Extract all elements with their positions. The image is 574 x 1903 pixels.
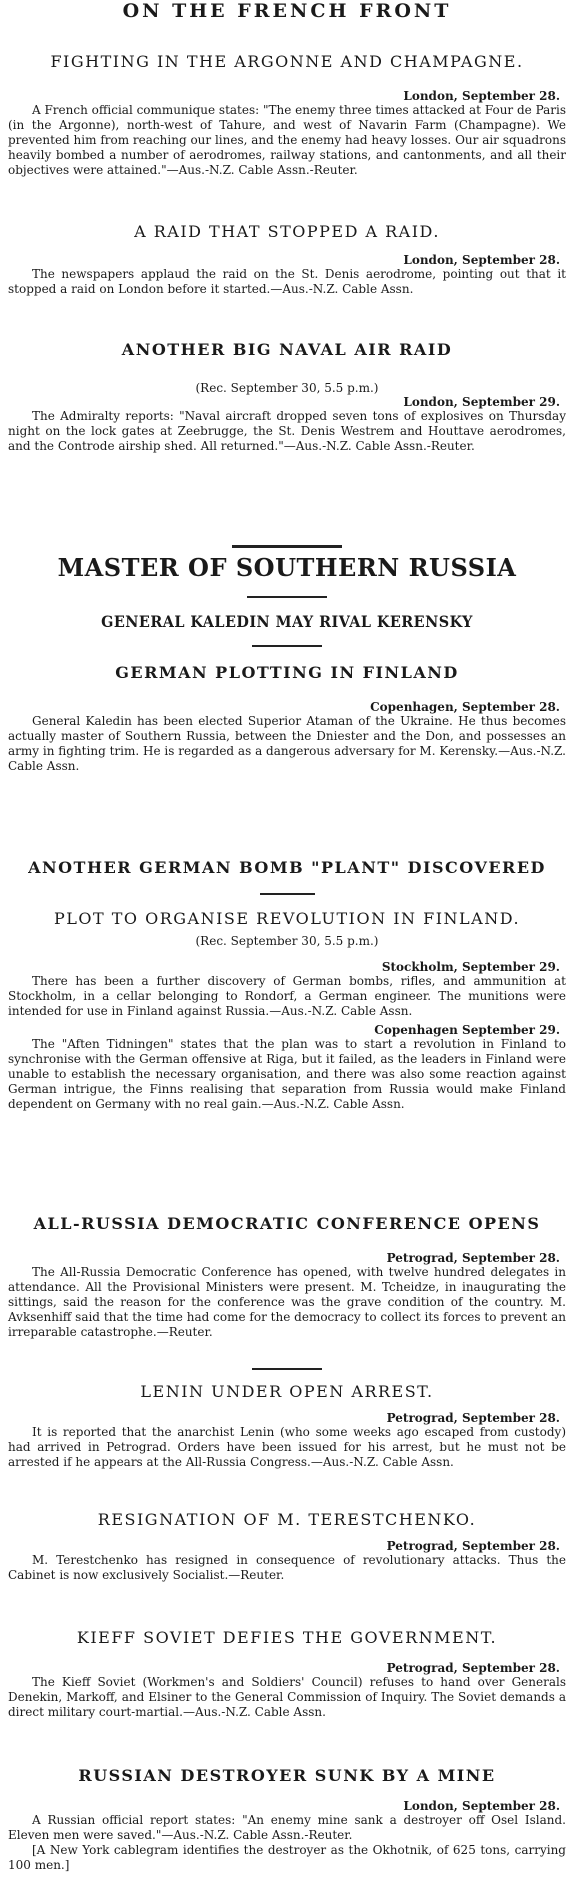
article-body: It is reported that the anarchist Lenin (who some weeks ago escaped from custody) had arrived in Petrograd. Orders have been issued for his arrest, but he must not be arrested if he appears at the All-Russia Congress.—Aus.-N.Z. Cable Assn.: [8, 1425, 566, 1469]
dateline: Copenhagen, September 28.: [370, 700, 560, 714]
article-argonne: [8, 52, 566, 178]
terestchenko-section: [8, 1510, 566, 1583]
russia-subheading: GENERAL KALEDIN MAY RIVAL KERENSKY: [101, 612, 473, 631]
divider-rule: [252, 1368, 322, 1370]
article-naval-air-raid: [8, 340, 566, 454]
article-heading: KIEFF SOVIET DEFIES THE GOVERNMENT.: [76, 1628, 498, 1647]
article-body: The Kieff Soviet (Workmen's and Soldiers' Council) refuses to hand over Generals Denekin, Markoff, and Elsiner to the General Commission of Inquiry. The Soviet demands a direct military court-martial.—Aus.-N.Z. Cable Assn.: [8, 1675, 566, 1719]
article-body: General Kaledin has been elected Superior Ataman of the Ukraine. He thus becomes actually master of Southern Russia, between the Dniester and the Don, and possesses an army in fighting trim. He is regarded as a dangerous adversary for M. Kerensky.—Aus.-N.Z. Cable Assn.: [8, 714, 566, 773]
article-heading: ALL-RUSSIA DEMOCRATIC CONFERENCE OPENS: [33, 1214, 541, 1233]
dateline: Petrograd, September 28.: [386, 1539, 560, 1553]
article-heading: FIGHTING IN THE ARGONNE AND CHAMPAGNE.: [50, 52, 524, 71]
received-note: (Rec. September 30, 5.5 p.m.): [195, 934, 379, 948]
kieff-section: [8, 1628, 566, 1720]
dateline: Petrograd, September 28.: [386, 1251, 560, 1265]
article-body: The "Aften Tidningen" states that the plan was to start a revolution in Finland to synchronise with the German offensive at Riga, but it failed, as the leaders in Finland were unable to establish the necessary organisation, and there was also some reaction against German intrigue, the Finns realising that separation from Russia would make Finland dependent on Germany with no real gain.—Aus.-N.Z. Cable Assn.: [8, 1037, 566, 1111]
article-body: There has been a further discovery of German bombs, rifles, and ammunition at Stockholm, in a cellar belonging to Rondorf, a German engineer. The munitions were intended for use in Finland against Russia.—Aus.-N.Z. Cable Assn.: [8, 974, 566, 1018]
article-note: [A New York cablegram identifies the destroyer as the Okhotnik, of 625 tons, carrying 100 men.]: [8, 1843, 566, 1872]
divider-rule: [247, 596, 327, 598]
dateline: London, September 28.: [403, 253, 560, 267]
article-heading: RUSSIAN DESTROYER SUNK BY A MINE: [78, 1766, 496, 1785]
article-body: The All-Russia Democratic Conference has opened, with twelve hundred delegates in attendance. All the Provisional Ministers were present. M. Tcheidze, in inaugurating the sittings, said the reason for the conference was the grave condition of the country. M. Avksenhiff said that the time had come for the democracy to collect its forces to prevent an irreparable catastrophe.—Reuter.: [8, 1265, 566, 1339]
dateline: London, September 28.: [403, 1799, 560, 1813]
article-heading: A RAID THAT STOPPED A RAID.: [134, 222, 440, 241]
dateline: Copenhagen September 29.: [374, 1023, 560, 1037]
article-heading: ANOTHER GERMAN BOMB "PLANT" DISCOVERED: [28, 858, 546, 877]
main-heading: ON THE FRENCH FRONT: [122, 0, 452, 22]
dateline: Petrograd, September 28.: [386, 1411, 560, 1425]
destroyer-section: [8, 1766, 566, 1873]
section-divider: [8, 1368, 566, 1370]
dateline: London, September 29.: [403, 395, 560, 409]
french-front-section: [8, 0, 566, 40]
article-body: A Russian official report states: "An enemy mine sank a destroyer off Osel Island. Eleven men were saved."—Aus.-N.Z. Cable Assn.-Reuter.: [8, 1813, 566, 1842]
russia-subheading-2: GERMAN PLOTTING IN FINLAND: [115, 663, 459, 682]
article-heading: RESIGNATION OF M. TERESTCHENKO.: [97, 1510, 477, 1529]
article-heading: ANOTHER BIG NAVAL AIR RAID: [121, 340, 453, 359]
divider-rule: [260, 893, 315, 895]
divider-rule: [252, 645, 322, 647]
bomb-plant-section: [8, 858, 566, 1112]
conference-section: [8, 1214, 566, 1340]
article-body: The Admiralty reports: "Naval aircraft dropped seven tons of explosives on Thursday night on the lock gates at Zeebrugge, the St. Denis Westrem and Houttave aerodromes, and the Controde airship shed. All returned."—Aus.-N.Z. Cable Assn.-Reuter.: [8, 409, 566, 453]
lenin-section: [8, 1382, 566, 1470]
russia-heading: MASTER OF SOUTHERN RUSSIA: [57, 553, 517, 582]
article-raid: [8, 222, 566, 297]
received-note: (Rec. September 30, 5.5 p.m.): [195, 381, 379, 395]
russia-section: [8, 553, 566, 774]
article-body: A French official communique states: "The enemy three times attacked at Four de Paris (in the Argonne), north-west of Tahure, and west of Navarin Farm (Champagne). We prevented him from reaching our lines, and the enemy had heavy losses. Our air squadrons heavily bombed a number of aerodromes, railway stations, and cantonments, and all their objectives were attained."—Aus.-N.Z. Cable Assn.-Reuter.: [8, 103, 567, 177]
article-body: The newspapers applaud the raid on the St. Denis aerodrome, pointing out that it stopped a raid on London before it started.—Aus.-N.Z. Cable Assn.: [8, 267, 566, 296]
article-body: M. Terestchenko has resigned in consequence of revolutionary attacks. Thus the Cabinet is now exclusively Socialist.—Reuter.: [8, 1553, 566, 1582]
dateline: Stockholm, September 29.: [381, 960, 560, 974]
divider-rule: [232, 545, 342, 548]
section-divider: [8, 545, 566, 548]
article-heading: LENIN UNDER OPEN ARREST.: [140, 1382, 434, 1401]
article-subheading: PLOT TO ORGANISE REVOLUTION IN FINLAND.: [53, 909, 521, 928]
dateline: Petrograd, September 28.: [386, 1661, 560, 1675]
dateline: London, September 28.: [403, 89, 560, 103]
